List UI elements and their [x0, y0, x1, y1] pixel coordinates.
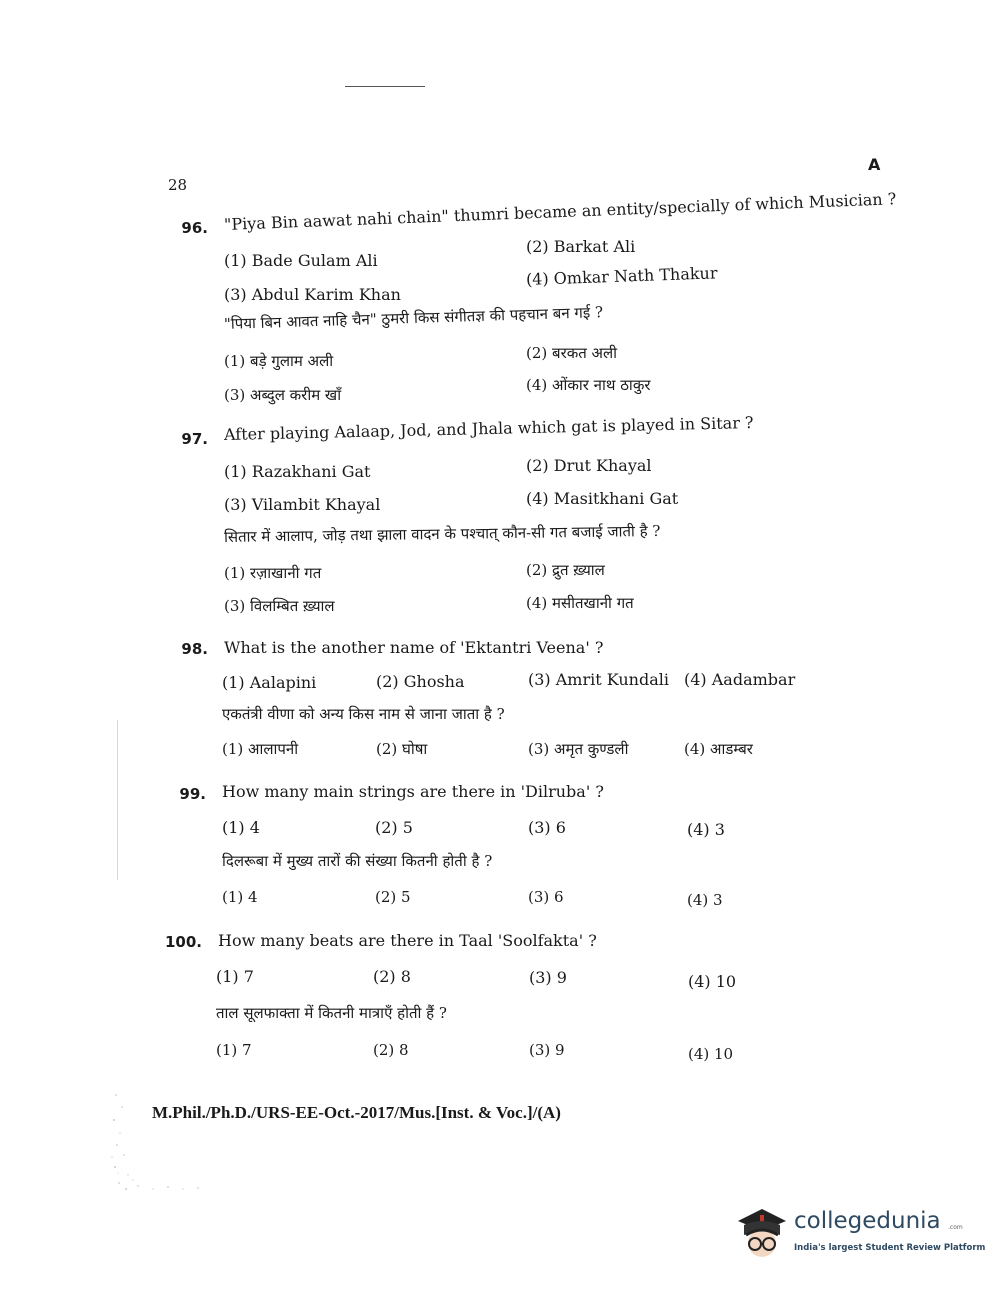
page-number: 28: [168, 176, 188, 194]
option-en: (1) 4: [222, 818, 260, 837]
question-number: 97.: [181, 430, 208, 448]
option-hi: (2) 8: [373, 1041, 409, 1059]
option-hi: (1) बड़े गुलाम अली: [224, 352, 334, 370]
option-hi: (4) 10: [688, 1045, 734, 1063]
brand-name: collegedunia: [794, 1208, 941, 1234]
option-hi: (3) 9: [529, 1041, 565, 1059]
option-hi: (2) बरकत अली: [526, 344, 618, 362]
option-en: (1) 7: [216, 967, 254, 986]
question-text-hi: ताल सूलफाक्ता में कितनी मात्राएँ होती हैं ?: [216, 1004, 447, 1022]
paper-code-footer: M.Phil./Ph.D./URS-EE-Oct.-2017/Mus.[Inst. & Voc.]/(A): [152, 1103, 561, 1122]
option-en: (2) 5: [375, 818, 413, 837]
option-hi: (1) रज़ाखानी गत: [224, 564, 322, 582]
option-en: (4) 3: [687, 820, 725, 839]
option-hi: (4) मसीतखानी गत: [526, 594, 634, 612]
option-en: (2) Drut Khayal: [526, 456, 652, 475]
top-rule: [345, 86, 425, 87]
question-text-en: "Piya Bin aawat nahi chain" thumri became an entity/specially of which Musician ?: [223, 189, 897, 234]
set-code: A: [868, 155, 881, 174]
scan-speckle: [108, 1085, 218, 1200]
option-en: (3) Amrit Kundali: [528, 670, 669, 689]
question-number: 99.: [179, 785, 206, 803]
option-hi: (3) विलम्बित ख़्याल: [224, 597, 335, 615]
question-text-en: After playing Aalaap, Jod, and Jhala which gat is played in Sitar ?: [223, 412, 754, 444]
option-en: (4) Omkar Nath Thakur: [525, 263, 718, 289]
option-hi: (3) अमृत कुण्डली: [528, 740, 629, 758]
mascot-icon: [738, 1209, 786, 1257]
option-hi: (4) ओंकार नाथ ठाकुर: [526, 376, 651, 394]
option-en: (1) Bade Gulam Ali: [224, 251, 378, 270]
question-text-hi: सितार में आलाप, जोड़ तथा झाला वादन के पश्चात् कौन-सी गत बजाई जाती है ?: [223, 521, 661, 546]
option-en: (1) Aalapini: [222, 673, 317, 692]
option-en: (4) 10: [688, 972, 737, 991]
question-text-en: What is the another name of 'Ektantri Veena' ?: [224, 638, 604, 657]
option-en: (3) 9: [529, 968, 567, 987]
option-en: (4) Masitkhani Gat: [526, 489, 679, 508]
option-hi: (1) 4: [222, 888, 258, 906]
option-en: (2) Barkat Ali: [526, 237, 636, 256]
option-hi: (3) 6: [528, 888, 564, 906]
option-en: (3) Vilambit Khayal: [224, 495, 381, 514]
question-number: 98.: [181, 640, 208, 658]
option-en: (1) Razakhani Gat: [224, 462, 371, 481]
question-text-en: How many beats are there in Taal 'Soolfakta' ?: [218, 931, 597, 950]
question-text-en: How many main strings are there in 'Dilruba' ?: [222, 782, 604, 801]
option-hi: (4) 3: [687, 891, 723, 909]
option-hi: (2) 5: [375, 888, 411, 906]
question-text-hi: "पिया बिन आवत नाहि चैन" ठुमरी किस संगीतज्ञ की पहचान बन गई ?: [223, 303, 604, 333]
question-text-hi: एकतंत्री वीणा को अन्य किस नाम से जाना जाता है ?: [222, 705, 505, 723]
option-en: (2) 8: [373, 967, 411, 986]
brand-suffix: .com: [948, 1224, 963, 1231]
option-en: (4) Aadambar: [684, 670, 796, 689]
brand-tagline: India's largest Student Review Platform: [794, 1243, 986, 1253]
option-hi: (4) आडम्बर: [684, 740, 753, 758]
option-en: (2) Ghosha: [376, 672, 465, 691]
option-en: (3) Abdul Karim Khan: [224, 285, 401, 304]
option-en: (3) 6: [528, 818, 566, 837]
option-hi: (2) घोषा: [376, 740, 428, 758]
question-number: 100.: [164, 933, 202, 951]
scan-margin-line: [117, 720, 118, 880]
option-hi: (1) आलापनी: [222, 740, 299, 758]
question-number: 96.: [181, 219, 208, 237]
question-text-hi: दिलरूबा में मुख्य तारों की संख्या कितनी होती है ?: [222, 852, 493, 870]
option-hi: (3) अब्दुल करीम खाँ: [224, 386, 342, 404]
option-hi: (1) 7: [216, 1041, 252, 1059]
option-hi: (2) द्रुत ख़्याल: [526, 561, 605, 579]
